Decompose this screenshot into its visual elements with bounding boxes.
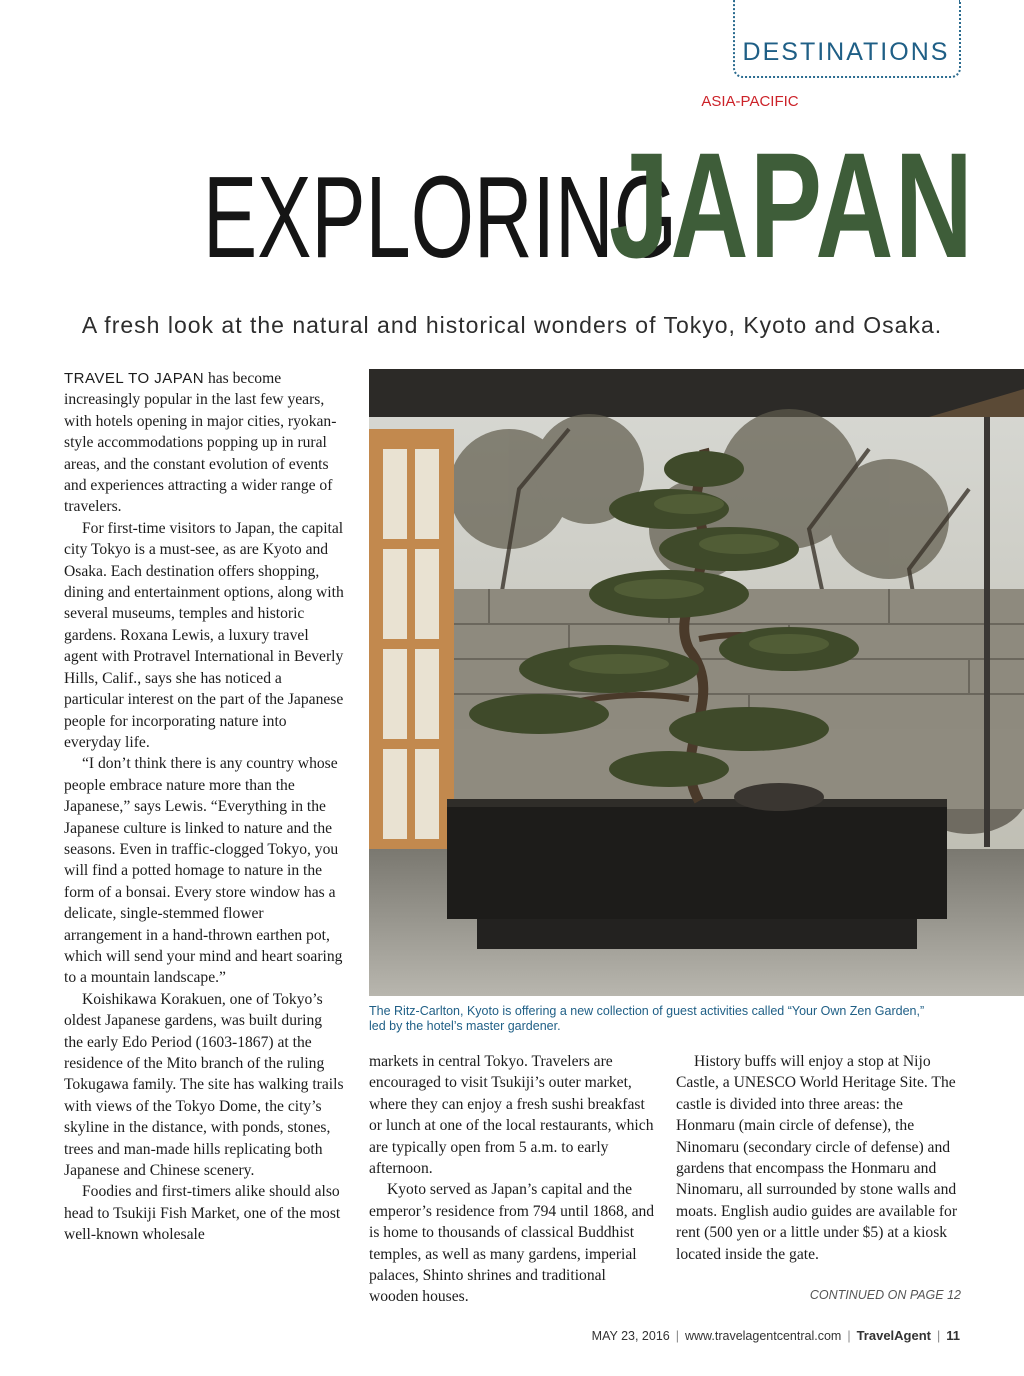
- paragraph: For first-time visitors to Japan, the capital city Tokyo is a must-see, as are Kyoto and Osaka. Each destination offers shopping, dining and entertainment options, along with several museums, temples and historic gardens. Roxana Lewis, a luxury travel agent with Protravel International in Beverly Hills, Calif., says she has noticed a particular interest on the part of the Japanese people for incorporating nature into everyday life.: [64, 519, 344, 751]
- website-url: www.travelagentcentral.com: [685, 1329, 842, 1343]
- photo-caption: The Ritz-Carlton, Kyoto is offering a new collection of guest activities called “Your Own Zen Garden,” led by the hotel’s master gardener.: [369, 1004, 925, 1033]
- page-footer: MAY 23, 2016 | www.travelagentcentral.com | TravelAgent | 11: [591, 1328, 960, 1343]
- paragraph: Koishikawa Korakuen, one of Tokyo’s oldest Japanese gardens, was built during the early Edo Period (1603-1867) at the residence of the Mito branch of the ruling Tokugawa family. The site has walking trails with views of the Tokyo Dome, the city’s skyline in the distance, with ponds, stones, trees and man-made hills replicating both Japanese and Chinese scenery.: [64, 990, 344, 1180]
- bonsai-photo: [369, 369, 1024, 996]
- issue-date: MAY 23, 2016: [591, 1329, 670, 1343]
- paragraph: Foodies and first-timers alike should also head to Tsukiji Fish Market, one of the most well-known wholesale: [64, 1183, 341, 1244]
- paragraph: markets in central Tokyo. Travelers are encouraged to visit Tsukiji’s outer market, where they can enjoy a fresh sushi breakfast or lunch at one of the local restaurants, which are typically open from 5 a.m. to early afternoon.: [369, 1053, 654, 1178]
- paragraph: History buffs will enjoy a stop at Nijo Castle, a UNESCO World Heritage Site. The castle is divided into three areas: the Honmaru (main circle of defense), the Ninomaru (secondary circle of defense) and gardens that encompass the Honmaru and Ninomaru, all surrounded by stone walls and moats. English audio guides are available for rent (500 yen or a little under $5) at a kiosk located inside the gate.: [676, 1053, 958, 1263]
- headline-part2: JAPAN: [608, 121, 975, 289]
- subheadline: A fresh look at the natural and historical wonders of Tokyo, Kyoto and Osaka.: [81, 312, 943, 338]
- region-label: ASIA-PACIFIC: [701, 93, 799, 110]
- paragraph: TRAVEL TO JAPAN has become increasingly popular in the last few years, with hotels opening in major cities, ryokan-style accommodations popping up in rural areas, and the constant evolution of events and experiences attracting a wider range of travelers.: [64, 370, 337, 516]
- article-column-2: [369, 1051, 657, 1308]
- section-label: DESTINATIONS: [742, 38, 950, 66]
- headline: [0, 121, 1024, 289]
- headline-part1: EXPLORING: [203, 152, 677, 282]
- article-column-1: [64, 368, 344, 1246]
- continued-note: CONTINUED ON PAGE 12: [809, 1288, 961, 1302]
- article-column-3: [676, 1051, 962, 1265]
- lead-in: TRAVEL TO JAPAN: [64, 370, 205, 387]
- page-number: 11: [946, 1328, 960, 1343]
- brand-name: TravelAgent: [856, 1328, 931, 1343]
- paragraph: “I don’t think there is any country whose people embrace nature more than the Japanese,” says Lewis. “Everything in the Japanese culture is linked to nature and the seasons. Even in traffic-clogged Tokyo, you will find a potted homage to nature in the form of a bonsai. Every store window has a delicate, single-stemmed flower arrangement in a hand-thrown earthen pot, which will send your mind and heart soaring to a mountain landscape.”: [64, 755, 343, 987]
- paragraph: Kyoto served as Japan’s capital and the emperor’s residence from 794 until 1868, and is home to thousands of classical Buddhist temples, as well as many gardens, imperial palaces, Shinto shrines and traditional wooden houses.: [369, 1181, 655, 1306]
